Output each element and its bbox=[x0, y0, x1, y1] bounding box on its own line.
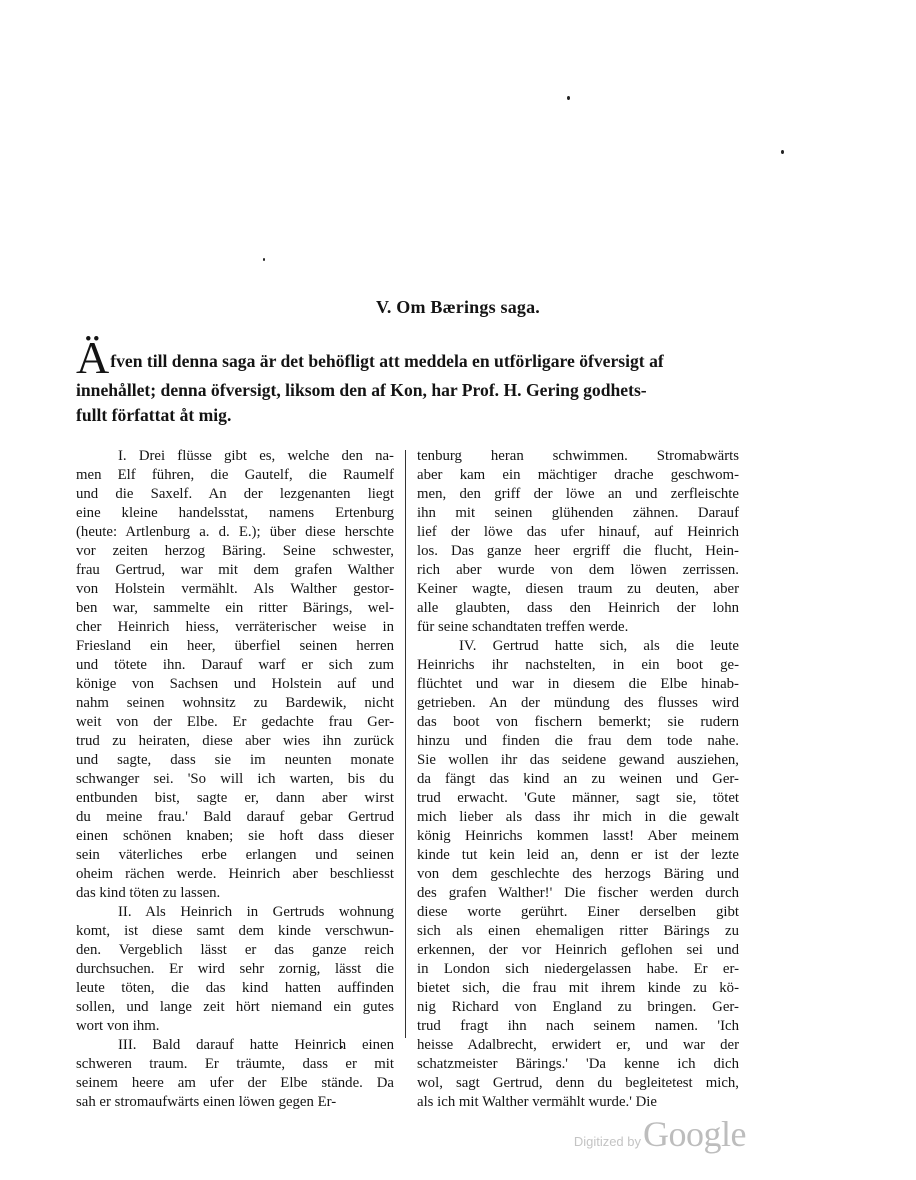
text-line: alle glaubten, dass den Heinrich der lohn bbox=[417, 600, 739, 616]
text-line: nahm seinen wohnsitz zu Bardewik, nicht bbox=[76, 695, 394, 711]
text-line: heisse Adalbrecht, erwidert er, und war der bbox=[417, 1037, 739, 1053]
text-line: das kind töten zu lassen. bbox=[76, 885, 221, 901]
text-line: schweren traum. Er träumte, dass er mit bbox=[76, 1056, 394, 1072]
text-line: Heinrichs ihr nachstelten, in ein boot ge- bbox=[417, 657, 739, 673]
text-line: leute töten, die das kind hatten auffinden bbox=[76, 980, 394, 996]
text-line: Friesland ein heer, überfiel seinen herren bbox=[76, 638, 394, 654]
text-line: trud zu heiraten, diese aber wies ihn zurück bbox=[76, 733, 394, 749]
text-line: sah er stromaufwärts einen löwen gegen Er- bbox=[76, 1094, 337, 1110]
intro-line: fullt författat åt mig. bbox=[76, 405, 232, 425]
text-line: nig Richard von England zu bringen. Ger- bbox=[417, 999, 739, 1015]
text-line: men Elf führen, die Gautelf, die Raumelf bbox=[76, 467, 394, 483]
text-line: von dem geschlechte des herzogs Bäring und bbox=[417, 866, 739, 882]
ink-speck bbox=[263, 258, 265, 261]
intro-line: innehållet; denna öfversigt, liksom den af Kon, har Prof. H. Gering godhets- bbox=[76, 380, 647, 400]
text-line: kinde tut kein leid an, denn er ist der lezte bbox=[417, 847, 739, 863]
digitized-watermark bbox=[574, 1113, 746, 1155]
watermark-prefix: Digitized by bbox=[573, 1134, 642, 1149]
text-line: den. Vergeblich lässt er das ganze reich bbox=[76, 942, 394, 958]
text-line: seinem heere am ufer der Elbe stände. Da bbox=[76, 1075, 394, 1091]
text-line: für seine schandtaten treffen werde. bbox=[417, 619, 629, 635]
text-line: rich aber wurde von dem löwen zerrissen. bbox=[417, 562, 739, 578]
right-column bbox=[417, 447, 739, 1112]
text-line: schatzmeister Bärings.' 'Da kenne ich dich bbox=[417, 1056, 739, 1072]
text-line: mich lieber als dass ihr mich in die gewalt bbox=[417, 809, 739, 825]
text-line: komt, ist diese samt dem kinde verschwun- bbox=[76, 923, 394, 939]
intro-line bbox=[76, 332, 740, 383]
text-line: los. Das ganze heer ergriff die flucht, Hein- bbox=[417, 543, 739, 559]
text-line: erkennen, der vor Heinrich geflohen sei und bbox=[417, 942, 739, 958]
text-line: und tötete ihn. Darauf warf er sich zum bbox=[76, 657, 394, 673]
text-line: cher Heinrich hiess, verräterischer weise in bbox=[76, 619, 394, 635]
text-line: entbunden bist, sagte er, dann aber wirst bbox=[76, 790, 394, 806]
text-line: und die Saxelf. An der lezgenanten liegt bbox=[76, 486, 394, 502]
text-line: Keiner wagte, diesen traum zu deuten, aber bbox=[417, 581, 739, 597]
text-line: (heute: Artlenburg a. d. E.); über diese herschte bbox=[76, 524, 394, 540]
text-line: flüchtet und war in diesem die Elbe hinab- bbox=[417, 676, 739, 692]
text-line: sein väterliches erbe erlangen und seinen bbox=[76, 847, 394, 863]
text-line: diese worte gerührt. Einer derselben gibt bbox=[417, 904, 739, 920]
text-line: das boot von fischern bemerkt; sie rudern bbox=[417, 714, 739, 730]
text-line: ben war, sammelte ein ritter Bärings, wel- bbox=[76, 600, 394, 616]
section-heading: V. Om Bærings saga. bbox=[376, 297, 540, 317]
text-line: II. Als Heinrich in Gertruds wohnung bbox=[118, 904, 394, 920]
text-line: ihn mit seinen glühenden zähnen. Darauf bbox=[417, 505, 739, 521]
text-line: vor zeiten herzog Bäring. Seine schwester, bbox=[76, 543, 394, 559]
text-line: III. Bald darauf hatte Heinrich einen bbox=[118, 1037, 394, 1053]
text-line: oheim rächen werde. Heinrich aber beschliesst bbox=[76, 866, 394, 882]
text-line: lief der löwe das ufer hinauf, auf Heinrich bbox=[417, 524, 739, 540]
text-line: von Holstein vermählt. Als Walther gestor- bbox=[76, 581, 394, 597]
text-line: trud fragt ihn nach seinem namen. 'Ich bbox=[417, 1018, 739, 1034]
text-line: könige von Sachsen und Holstein auf und bbox=[76, 676, 394, 692]
text-line: aber kam ein mächtiger drache geschwom- bbox=[417, 467, 739, 483]
text-line: des grafen Walther!' Die fischer werden durch bbox=[417, 885, 739, 901]
ink-speck bbox=[781, 150, 784, 154]
intro-paragraph bbox=[76, 332, 740, 428]
intro-line-text: fven till denna saga är det behöfligt att meddela en utförligare öfversigt af bbox=[110, 351, 664, 371]
google-logo: Google bbox=[643, 1114, 746, 1154]
column-divider bbox=[405, 450, 406, 1038]
ink-speck bbox=[567, 96, 570, 100]
text-line: wort von ihm. bbox=[76, 1018, 160, 1034]
text-line: trud erwacht. 'Gute männer, sagt sie, tötet bbox=[417, 790, 739, 806]
text-line: men, den griff der löwe an und zerfleischte bbox=[417, 486, 739, 502]
text-line: als ich mit Walther vermählt wurde.' Die bbox=[417, 1094, 657, 1110]
text-line: hinzu und finden die frau dem tode nahe. bbox=[417, 733, 739, 749]
text-line: frau Gertrud, war mit dem grafen Walther bbox=[76, 562, 394, 578]
text-line: Sie wollen ihr das seidene gewand ausziehen, bbox=[417, 752, 739, 768]
text-line: getrieben. An der mündung des flusses wird bbox=[417, 695, 739, 711]
text-line: könig Heinrichs kommen lasst! Aber meinem bbox=[417, 828, 739, 844]
text-line: sich als einen ehemaligen ritter Bärings zu bbox=[417, 923, 739, 939]
text-line: in London sich niedergelassen habe. Er er- bbox=[417, 961, 739, 977]
drop-cap: Ä bbox=[76, 332, 110, 383]
text-line: einen schönen knaben; sie hoft dass dieser bbox=[76, 828, 394, 844]
text-line: da fängt das kind an zu weinen und Ger- bbox=[417, 771, 739, 787]
text-line: eine kleine handelsstat, namens Ertenburg bbox=[76, 505, 394, 521]
text-line: sollen, und lange zeit hört niemand ein gutes bbox=[76, 999, 394, 1015]
text-line: durchsuchen. Er wird sehr zornig, lässt die bbox=[76, 961, 394, 977]
text-line: du meine frau.' Bald darauf gebar Gertrud bbox=[76, 809, 394, 825]
text-line: bietet sich, die frau mit ihrem kinde zu kö- bbox=[417, 980, 739, 996]
text-line: weit von der Elbe. Er gedachte frau Ger- bbox=[76, 714, 394, 730]
text-line: tenburg heran schwimmen. Stromabwärts bbox=[417, 448, 739, 464]
text-line: schwanger sei. 'So will ich warten, bis du bbox=[76, 771, 394, 787]
left-column bbox=[76, 447, 394, 1112]
text-line: I. Drei flüsse gibt es, welche den na- bbox=[118, 448, 394, 464]
text-line: und sagte, dass sie im neunten monate bbox=[76, 752, 394, 768]
text-line: wol, sagt Gertrud, denn du begleitetest mich, bbox=[417, 1075, 739, 1091]
text-line: IV. Gertrud hatte sich, als die leute bbox=[459, 638, 739, 654]
